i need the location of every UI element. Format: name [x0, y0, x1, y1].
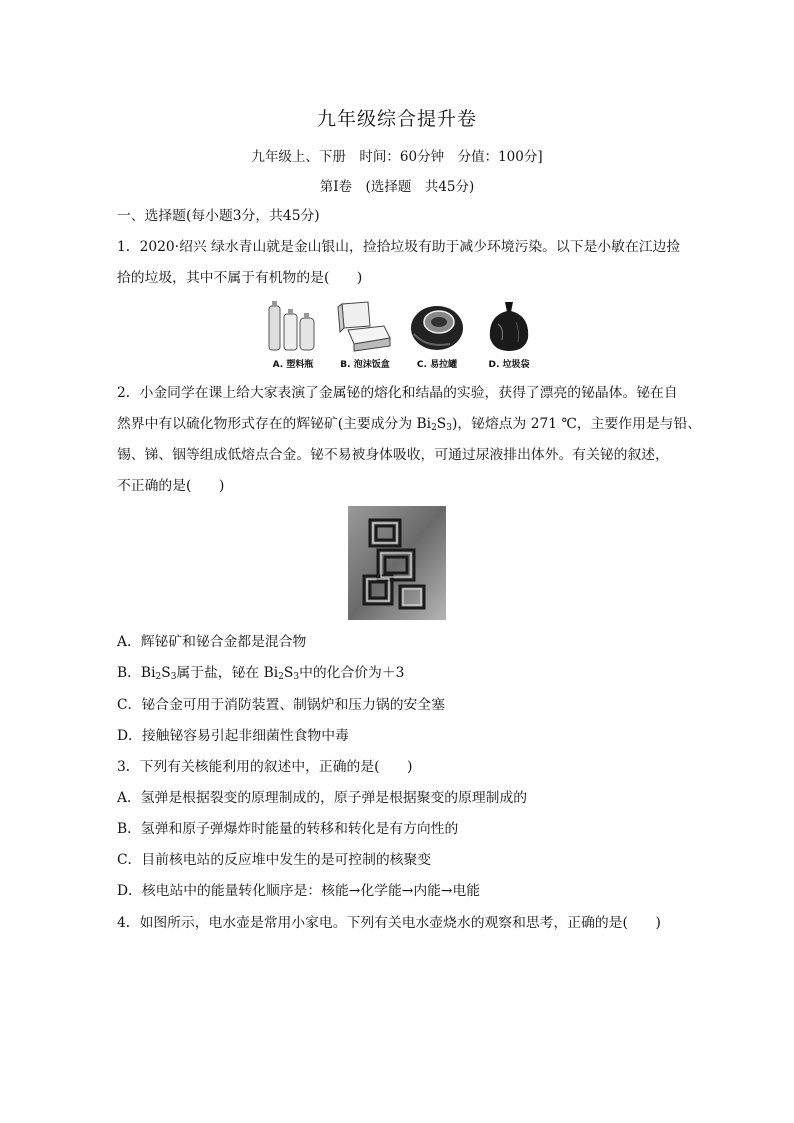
exam-info: 九年级上、下册 时间：60分钟 分值：100分] [251, 149, 543, 165]
q1-figure-a [262, 298, 324, 370]
q2-line-1: 2．小金同学在课上给大家表演了金属铋的熔化和结晶的实验，获得了漂亮的铋晶体。铋在自 [117, 385, 678, 401]
q1-figure-b [334, 298, 396, 370]
figure-caption: D. 垃圾袋 [488, 360, 530, 370]
figure-caption: C. 易拉罐 [416, 360, 458, 370]
q2-line-2: 然界中有以硫化物形式存在的辉铋矿(主要成分为 $Bi_2S_3$)，铋熔点为 271 ℃，主要作用是与铅、 [117, 416, 702, 433]
q2-option-a: A．辉铋矿和铋合金都是混合物 [117, 634, 307, 650]
foam-box-icon [334, 298, 396, 353]
plastic-bottles-icon [262, 298, 324, 353]
q3-stem: 3．下列有关核能利用的叙述中，正确的是( ) [117, 759, 413, 775]
q1-figure-c [406, 298, 468, 370]
bismuth-crystal-photo [348, 506, 446, 620]
q3-option-a: A．氢弹是根据裂变的原理制成的，原子弹是根据聚变的原理制成的 [117, 790, 528, 806]
q2-line-3: 锡、锑、铟等组成低熔点合金。铋不易被身体吸收，可通过尿液排出体外。有关铋的叙述， [117, 447, 669, 463]
q2-option-b: B．$Bi_2S_3$属于盐，铋在 $Bi_2S_3$中的化合价为＋3 [117, 665, 405, 682]
q1-figure-row [262, 298, 532, 370]
garbage-bag-icon [478, 298, 540, 353]
can-icon [406, 298, 468, 353]
q1-line-1: 1．2020·绍兴 绿水青山就是金山银山，捡拾垃圾有助于减少环境污染。以下是小敏在江边捡 [117, 239, 681, 255]
q2-option-c: C．铋合金可用于消防装置、制锅炉和压力锅的安全塞 [117, 697, 445, 713]
q1-line-2: 拾的垃圾，其中不属于有机物的是( ) [117, 270, 363, 286]
section-heading: 一、选择题(每小题3分，共45分) [117, 208, 320, 224]
volume-heading: 第Ⅰ卷 (选择题 共45分) [319, 179, 475, 195]
bismuth-crystal-icon [348, 506, 446, 620]
q3-option-d: D．核电站中的能量转化顺序是：核能→化学能→内能→电能 [117, 883, 481, 899]
q3-option-b: B．氢弹和原子弹爆炸时能量的转移和转化是有方向性的 [117, 821, 459, 837]
q3-option-c: C．目前核电站的反应堆中发生的是可控制的核聚变 [117, 852, 432, 868]
q2-option-d: D．接触铋容易引起非细菌性食物中毒 [117, 728, 349, 744]
page-title: 九年级综合提升卷 [316, 108, 477, 130]
figure-caption: A. 塑料瓶 [272, 360, 314, 370]
q4-stem: 4．如图所示，电水壶是常用小家电。下列有关电水壶烧水的观察和思考，正确的是( ) [117, 915, 661, 931]
q2-line-4: 不正确的是( ) [117, 478, 225, 494]
q1-figure-d [478, 298, 540, 370]
figure-caption: B. 泡沫饭盒 [340, 360, 390, 370]
